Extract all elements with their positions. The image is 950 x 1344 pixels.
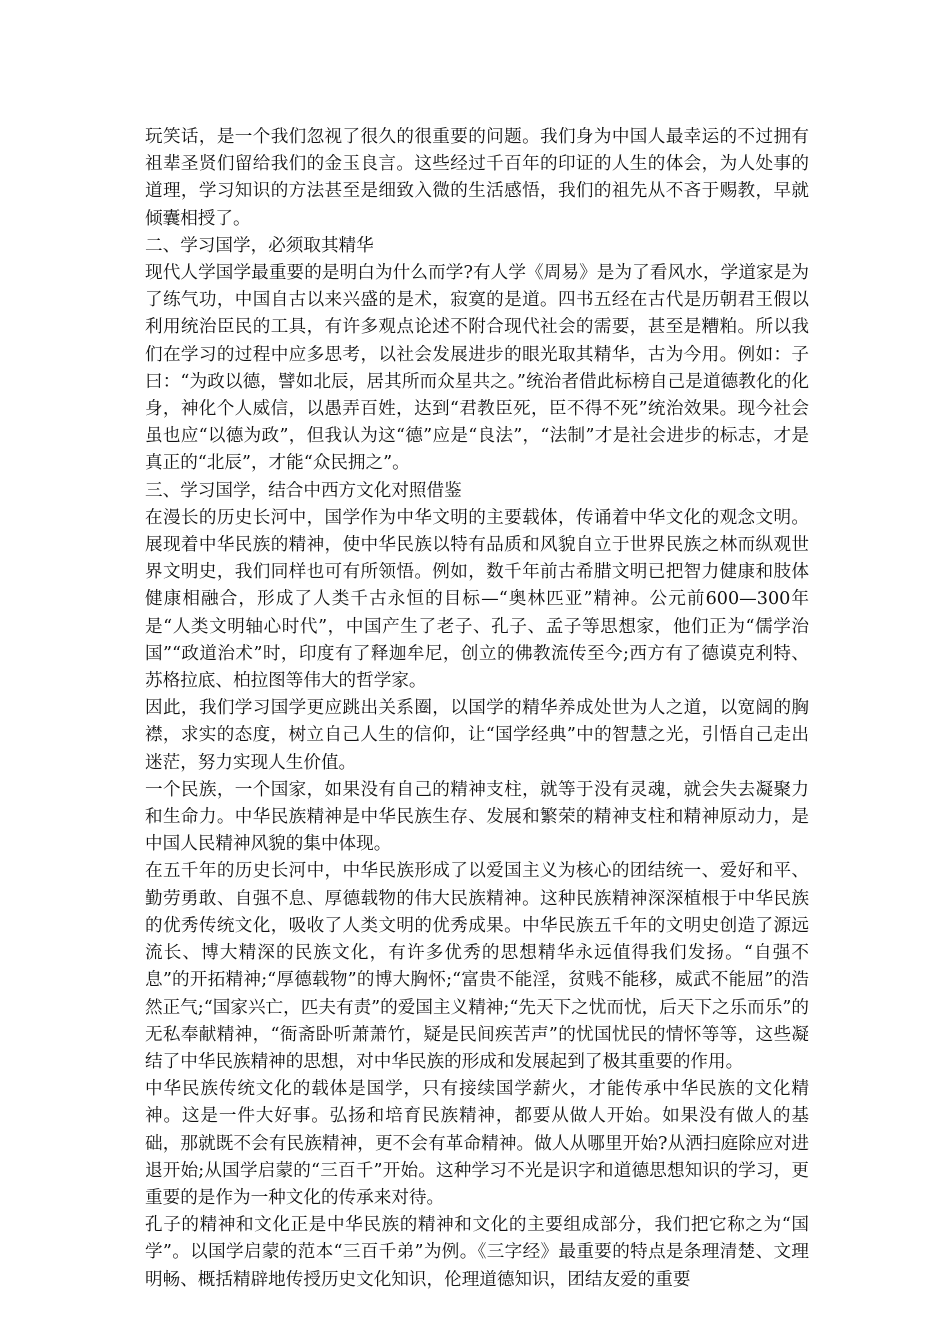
paragraph-confucius: 孔子的精神和文化正是中华民族的精神和文化的主要组成部分，我们把它称之为“国学”。以国学启蒙的范本“三百千弟”为例。《三字经》最重要的特点是条理清楚、文理明畅、概括精辟地传授历史文化知识，伦理道德知识，团结友爱的重要 — [145, 1215, 809, 1290]
paragraph-take-essence: 现代人学国学最重要的是明白为什么而学?有人学《周易》是为了看风水，学道家是为了练气功，中国自古以来兴盛的是术，寂寞的是道。四书五经在古代是历朝君王假以利用统治臣民的工具，有许多观点论述不附合现代社会的需要，甚至是糟粕。所以我们在学习的过程中应多思考，以社会发展进步的眼光取其精华，古为今用。例如：子曰：“为政以德，譬如北辰，居其所而众星共之。”统治者借此标榜自己是道德教化的化身，神化个人威信，以愚弄百姓，达到“君教臣死，臣不得不死”统治效果。现今社会虽也应“以德为政”，但我认为这“德”应是“良法”，“法制”才是社会进步的标志，才是真正的“北辰”，才能“众民拥之”。 — [145, 263, 809, 474]
section-heading-2: 二、学习国学，必须取其精华 — [145, 235, 374, 256]
paragraph-national-spirit: 一个民族，一个国家，如果没有自己的精神支柱，就等于没有灵魂，就会失去凝聚力和生命力。中华民族精神是中华民族生存、发展和繁荣的精神支柱和精神原动力，是中国人民精神风貌的集中体现。 — [145, 779, 809, 855]
paragraph-five-thousand-years: 在五千年的历史长河中，中华民族形成了以爱国主义为核心的团结统一、爱好和平、勤劳勇敢、自强不息、厚德载物的伟大民族精神。这种民族精神深深植根于中华民族的优秀传统文化，吸收了人类文明的优秀成果。中华民族五千年的文明史创造了源远流长、博大精深的民族文化，有许多优秀的思想精华永远值得我们发扬。“自强不息”的开拓精神;“厚德载物”的博大胸怀;“富贵不能淫，贫贱不能移，威武不能屈”的浩然正气;“国家兴亡，匹夫有责”的爱国主义精神;“先天下之忧而忧，后天下之乐而乐”的无私奉献精神，“衙斋卧听萧萧竹，疑是民间疾苦声”的忧国忧民的情怀等等，这些凝结了中华民族精神的思想，对中华民族的形成和发展起到了极其重要的作用。 — [145, 861, 809, 1072]
document-body — [145, 124, 809, 1294]
paragraph-carrier-of-culture: 中华民族传统文化的载体是国学，只有接续国学薪火，才能传承中华民族的文化精神。这是一件大好事。弘扬和培育民族精神，都要从做人开始。如果没有做人的基础，那就既不会有民族精神，更不会有革命精神。做人从哪里开始?从洒扫庭除应对进退开始;从国学启蒙的“三百千”开始。这种学习不光是识字和道德思想知识的学习，更重要的是作为一种文化的传承来对待。 — [145, 1079, 809, 1208]
paragraph-intro-continued: 玩笑话，是一个我们忽视了很久的很重要的问题。我们身为中国人最幸运的不过拥有祖辈圣贤们留给我们的金玉良言。这些经过千百年的印证的人生的体会，为人处事的道理，学习知识的方法甚至是细致入微的生活感悟，我们的祖先从不吝于赐教，早就倾囊相授了。 — [145, 127, 809, 229]
paragraph-therefore: 因此，我们学习国学更应跳出关系圈，以国学的精华养成处世为人之道，以宽阔的胸襟，求实的态度，树立自己人生的信仰，让“国学经典”中的智慧之光，引悟自己走出迷茫，努力实现人生价值。 — [145, 698, 809, 773]
paragraph-east-west: 在漫长的历史长河中，国学作为中华文明的主要载体，传诵着中华文化的观念文明。展现着中华民族的精神，使中华民族以特有品质和风貌自立于世界民族之林而纵观世界文明史，我们同样也可有所领悟。例如，数千年前古希腊文明已把智力健康和肢体健康相融合，形成了人类千古永恒的目标—“奥林匹亚”精神。公元前600—300年是“人类文明轴心时代”，中国产生了老子、孔子、孟子等思想家，他们正为“儒学治国”“政道治术”时，印度有了释迦牟尼，创立的佛教流传至今;西方有了德谟克利特、苏格拉底、柏拉图等伟大的哲学家。 — [145, 507, 809, 692]
section-heading-3: 三、学习国学，结合中西方文化对照借鉴 — [145, 480, 462, 501]
